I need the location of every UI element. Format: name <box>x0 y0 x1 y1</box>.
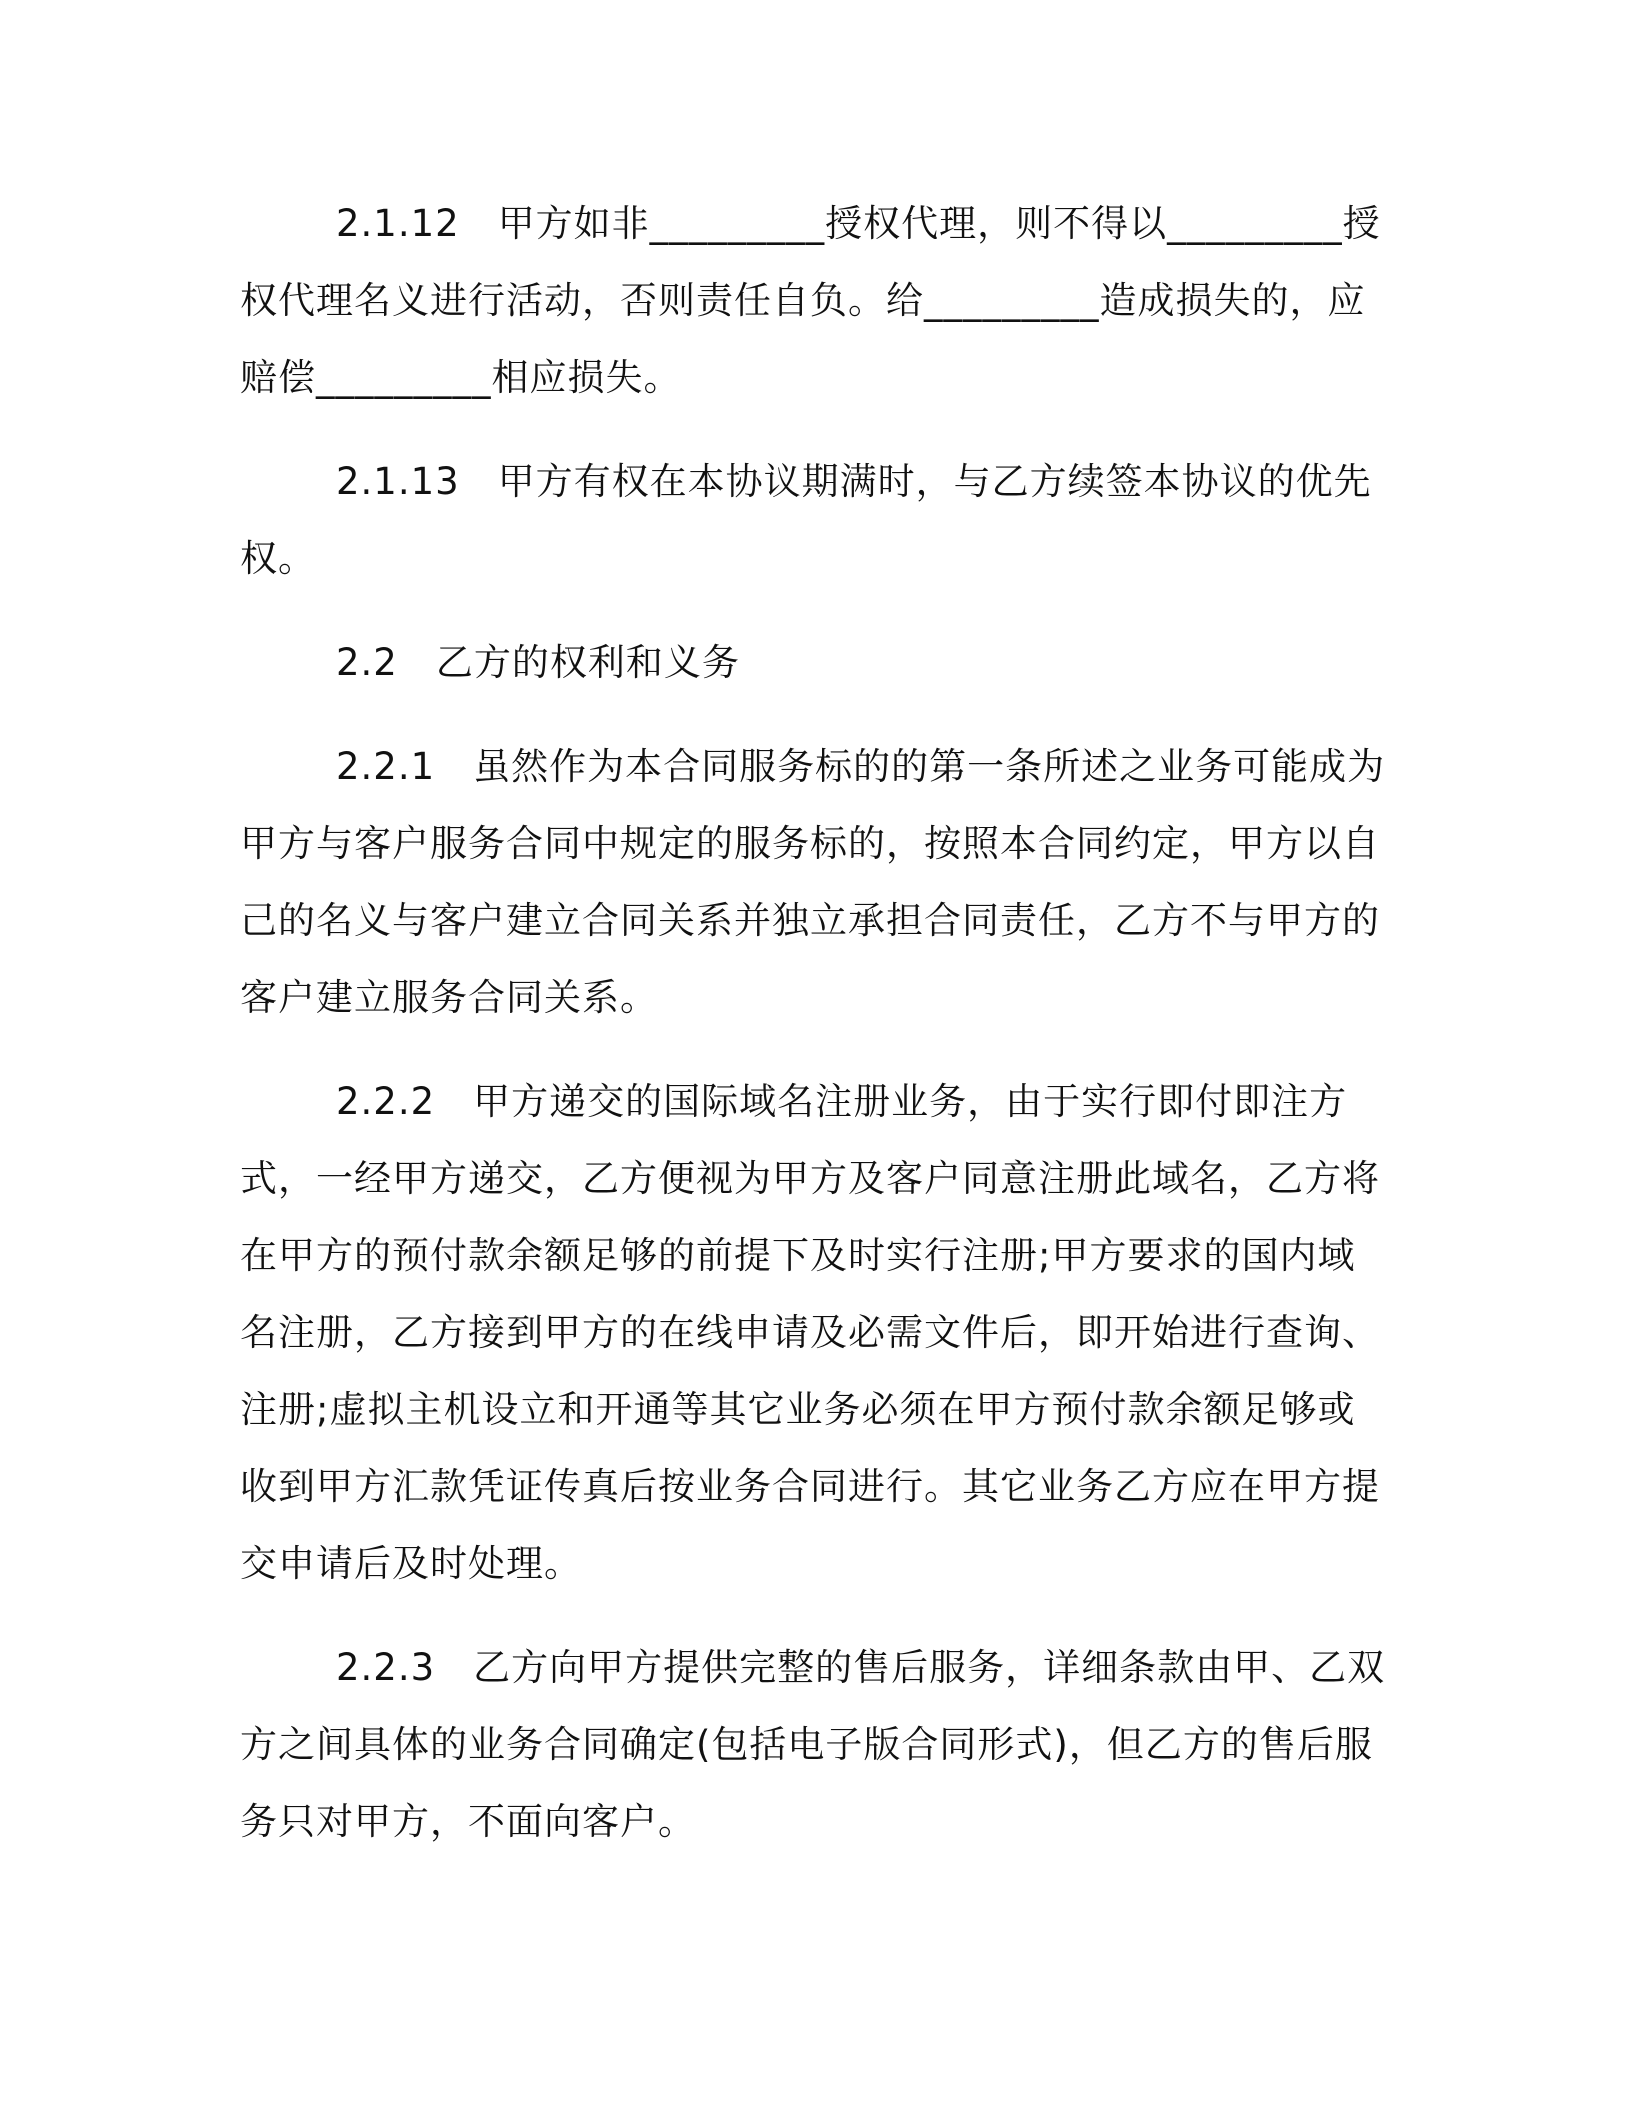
clause-text: 甲方如非_________授权代理，则不得以_________授权代理名义进行活动，否则责任自负。给_________造成损失的，应赔偿_________相应损失。 <box>240 202 1381 399</box>
clause-2-2-3 <box>240 1629 1390 1860</box>
clause-number: 2.2.2 <box>336 1080 436 1123</box>
section-title: 乙方的权利和义务 <box>435 641 740 684</box>
section-heading-2-2 <box>240 624 1390 701</box>
clause-number: 2.1.12 <box>336 202 460 245</box>
clause-number: 2.2.1 <box>336 745 436 788</box>
clause-text: 甲方有权在本协议期满时，与乙方续签本协议的优先权。 <box>240 460 1372 580</box>
clause-2-1-12 <box>240 185 1390 416</box>
section-number: 2.2 <box>336 641 398 684</box>
clause-text: 甲方递交的国际域名注册业务，由于实行即付即注方式，一经甲方递交，乙方便视为甲方及客户同意注册此域名，乙方将在甲方的预付款余额足够的前提下及时实行注册;甲方要求的国内域名注册，乙方接到甲方的在线申请及必需文件后，即开始进行查询、注册;虚拟主机设立和开通等其它业务必须在甲方预付款余额足够或收到甲方汇款凭证传真后按业务合同进行。其它业务乙方应在甲方提交申请后及时处理。 <box>240 1080 1380 1585</box>
clause-number: 2.2.3 <box>336 1646 436 1689</box>
document-body <box>240 185 1390 1887</box>
clause-number: 2.1.13 <box>336 460 460 503</box>
clause-text: 虽然作为本合同服务标的的第一条所述之业务可能成为甲方与客户服务合同中规定的服务标的，按照本合同约定，甲方以自己的名义与客户建立合同关系并独立承担合同责任，乙方不与甲方的客户建立服务合同关系。 <box>240 745 1386 1019</box>
clause-2-2-1 <box>240 728 1390 1036</box>
clause-text: 乙方向甲方提供完整的售后服务，详细条款由甲、乙双方之间具体的业务合同确定(包括电子版合同形式)，但乙方的售后服务只对甲方，不面向客户。 <box>240 1646 1386 1843</box>
clause-2-2-2 <box>240 1063 1390 1602</box>
clause-2-1-13 <box>240 443 1390 597</box>
